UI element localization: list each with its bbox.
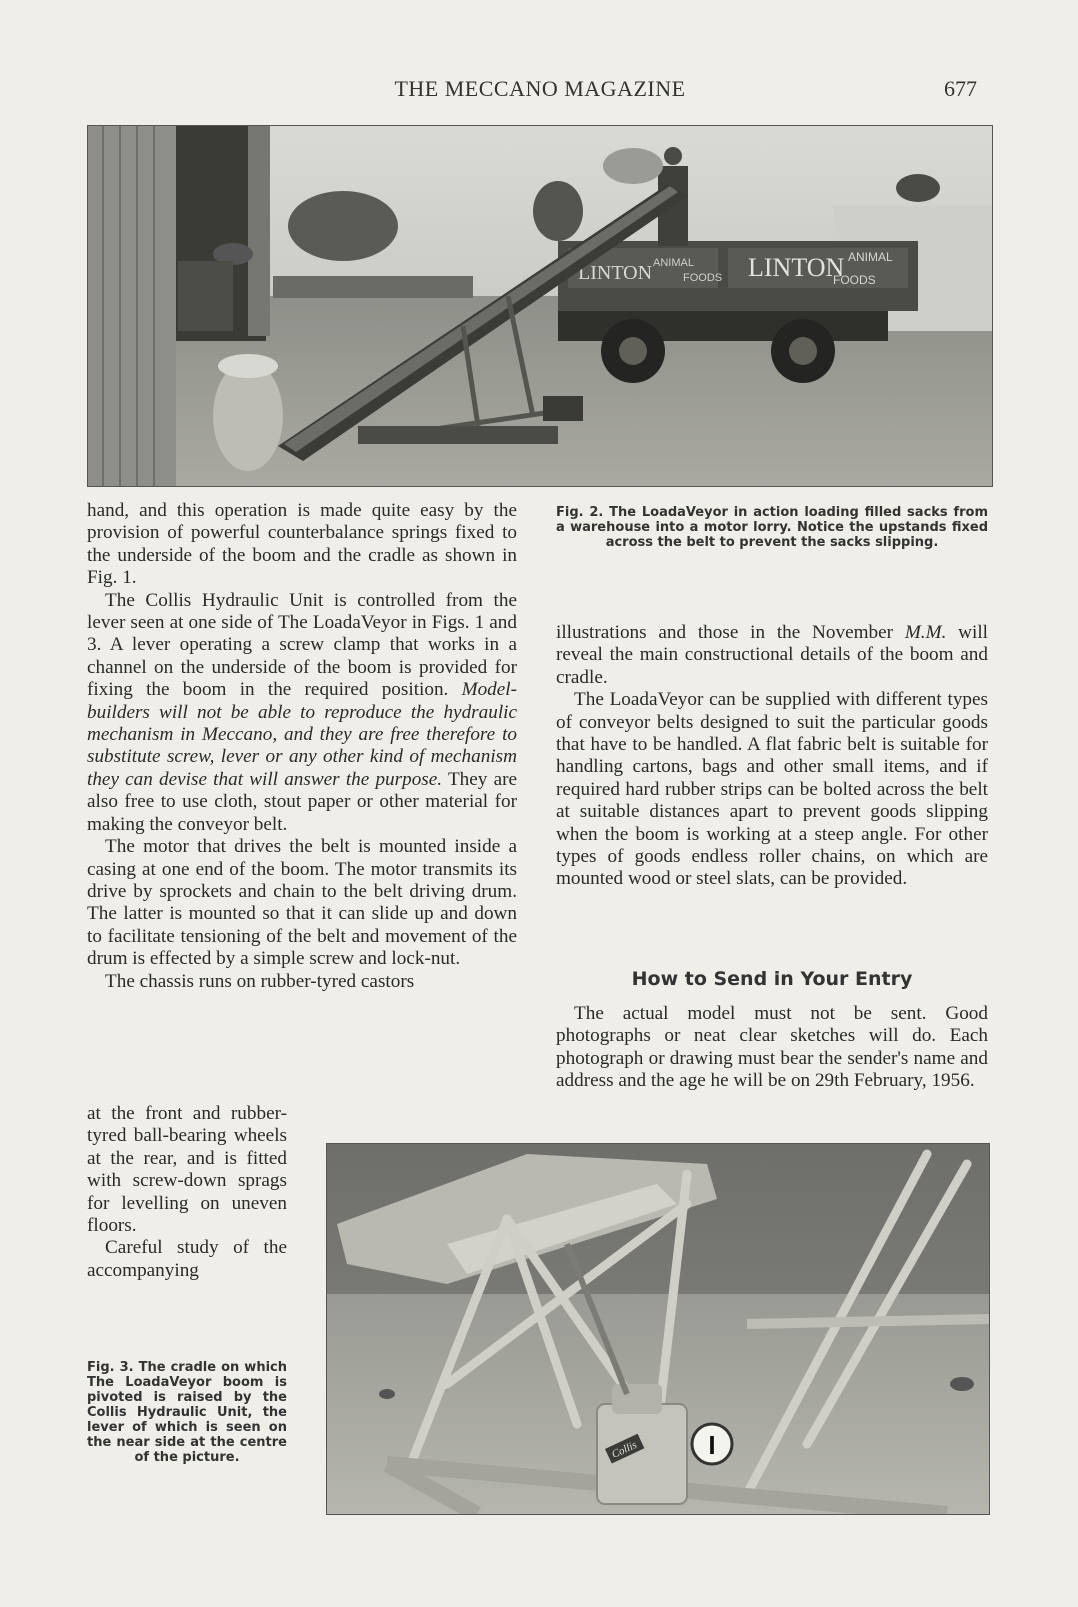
- text-run: will reveal the main constructional details of the boom and cradle.: [556, 622, 989, 688]
- text-run: They are also free to use cloth, stout paper or other material for making the conveyor belt.: [87, 768, 517, 835]
- right-column-text-2: [556, 1003, 988, 1093]
- paragraph: Careful study of the accompanying: [87, 1237, 287, 1281]
- lorry-text: FOODS: [833, 273, 876, 287]
- fig3-photo: [326, 1143, 990, 1515]
- fig2-caption: Fig. 2. The LoadaVeyor in action loading filled sacks from a warehouse into a motor lorry. Notice the upstands fixed across the belt to prevent the sacks slipping.: [556, 505, 988, 550]
- italic-text: M.M.: [904, 622, 947, 643]
- lorry-text: LINTON: [748, 253, 845, 282]
- lorry-text: ANIMAL: [653, 257, 694, 269]
- lorry-text: FOODS: [683, 272, 723, 284]
- page-number: 677: [944, 76, 977, 101]
- paragraph: The motor that drives the belt is mounted inside a casing at one end of the boom. The motor transmits its drive by sprockets and chain to the belt driving drum. The latter is mounted so that it can slide up and down to facilitate tensioning of the belt and movement of the drum is effected by a simple screw and lock-nut.: [87, 836, 517, 970]
- italic-text: Model-builders will not be able to reproduce the hydraulic mechanism in Meccano, and they are free therefore to substitute screw, lever or any other kind of mechanism they can devise that will answer the purpose.: [87, 679, 518, 790]
- magazine-title: THE MECCANO MAGAZINE: [394, 76, 686, 101]
- paragraph: The LoadaVeyor can be supplied with different types of conveyor belts designed to suit the particular goods that have to be handled. A flat fabric belt is suitable for handling cartons, bags and other small items, and if required hard rubber strips can be bolted across the belt at suitable distances apart to prevent goods slipping when the boom is working at a steep angle. For other types of goods endless roller chains, on which are mounted wood or steel slats, can be provided.: [556, 689, 988, 890]
- text-run: illustrations and those in the November: [556, 622, 894, 643]
- paragraph: at the front and rubber-tyred ball-bearing wheels at the rear, and is fitted with screw-down sprags for levelling on uneven floors.: [87, 1103, 287, 1237]
- paragraph: The actual model must not be sent. Good photographs or neat clear sketches will do. Each photograph or drawing must bear the sender's name and address and the age he will be on 29th February, 1956.: [556, 1003, 988, 1092]
- figure-marker: I: [708, 1430, 716, 1460]
- left-column-text: [87, 500, 517, 993]
- paragraph: hand, and this operation is made quite easy by the provision of powerful counterbalance springs fixed to the underside of the boom and the cradle as shown in Fig. 1.: [87, 500, 517, 589]
- paragraph: The chassis runs on rubber-tyred castors: [105, 970, 415, 992]
- fig3-caption: Fig. 3. The cradle on which The LoadaVeyor boom is pivoted is raised by the Collis Hydraulic Unit, the lever of which is seen on the near side at the centre of the picture.: [87, 1360, 287, 1465]
- lorry-text: LINTON: [578, 262, 653, 284]
- text-run: The Collis Hydraulic Unit is controlled from the lever seen at one side of The LoadaVeyor in Figs. 1 and 3. A lever operating a screw clamp that works in a channel on the underside of the boom is provided for fixing the boom in the required position.: [87, 589, 517, 701]
- lorry-text: ANIMAL: [848, 250, 893, 264]
- section-heading: How to Send in Your Entry: [631, 968, 913, 990]
- paragraph: [87, 590, 517, 836]
- fig2-photo: [87, 125, 993, 487]
- left-narrow-column: [87, 1103, 287, 1282]
- right-column-text: [556, 622, 988, 891]
- paragraph: [556, 622, 988, 689]
- collis-plate: Collis: [609, 1438, 639, 1461]
